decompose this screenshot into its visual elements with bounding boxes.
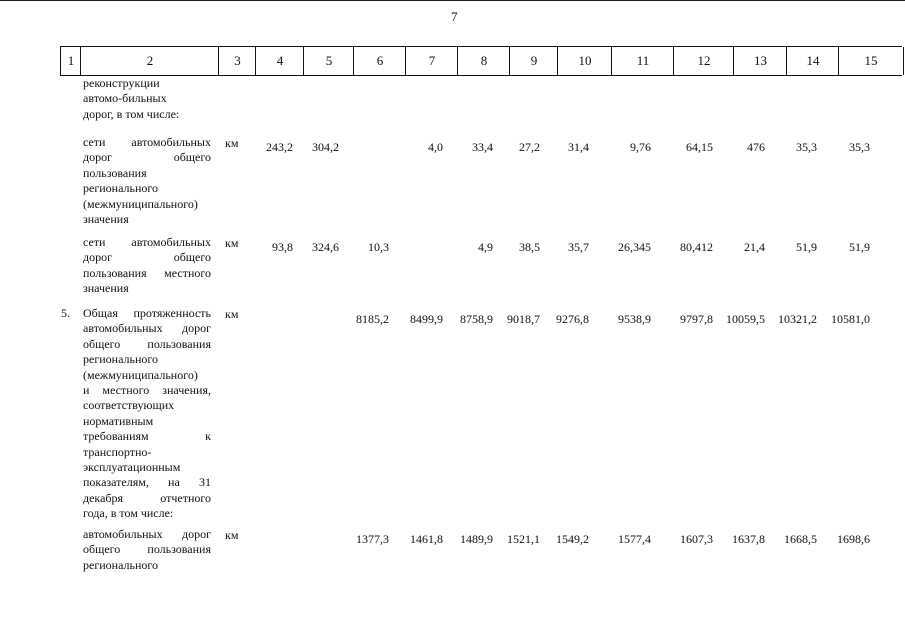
header-col-5: 5 [303,47,354,75]
row-name-line: соответствующих [83,398,175,413]
value-cell-col-6: 10,3 [368,240,389,254]
row-name-line: значения [83,212,129,227]
row-name-line: нормативным [83,413,154,428]
value-cell-col-6: 1377,3 [356,532,389,546]
header-col-13: 13 [733,47,787,75]
header-col-14: 14 [786,47,839,75]
value-cell-col-10: 1549,2 [556,532,589,546]
value-cell-col-14: 51,9 [796,240,817,254]
value-cell-col-5: 324,6 [312,240,339,254]
row-name-line: регионального [83,181,159,196]
row-name-line: сети автомобильных [83,135,211,149]
row-name [83,76,211,122]
value-cell-col-7: 8499,9 [410,312,443,326]
row-name-line: Общая протяженность [83,306,211,320]
value-cell-col-14: 35,3 [796,140,817,154]
value-cell-col-7: 1461,8 [410,532,443,546]
value-cell-col-10: 9276,8 [556,312,589,326]
page-number: 7 [451,9,458,24]
row-name-line: дорог общего [83,150,211,165]
value-cell-col-9: 1521,1 [507,532,540,546]
value-cell-col-11: 26,345 [618,240,651,254]
unit-cell: км [225,136,239,150]
row-name-line: дорог, в том числе: [83,106,180,121]
value-cell-col-15: 35,3 [849,140,870,154]
row-name-line: (межмуниципального) [83,196,198,211]
row-name [83,527,211,573]
value-cell-col-4: 93,8 [272,240,293,254]
value-cell-col-15: 51,9 [849,240,870,254]
value-cell-col-8: 8758,9 [460,312,493,326]
value-cell-col-10: 31,4 [568,140,589,154]
row-name-line: регионального [83,557,159,572]
unit-cell: км [225,528,239,542]
value-cell-col-12: 9797,8 [680,312,713,326]
value-cell-col-12: 1607,3 [680,532,713,546]
header-col-12: 12 [673,47,734,75]
header-col-2: 2 [80,47,219,75]
value-cell-col-11: 1577,4 [618,532,651,546]
row-name-line: значения [83,281,129,296]
header-col-9: 9 [509,47,558,75]
value-cell-col-8: 4,9 [478,240,493,254]
value-cell-col-9: 38,5 [519,240,540,254]
row-name-line: транспортно- [83,444,152,459]
row-name-line: дорог общего [83,250,211,265]
value-cell-col-7: 4,0 [428,140,443,154]
row-name-line: пользования местного [83,265,211,280]
row-name-line: реконструкции [83,76,160,90]
table-header [60,46,902,76]
row-name-line: сети автомобильных [83,235,211,249]
value-cell-col-8: 33,4 [472,140,493,154]
row-name [83,306,211,522]
row-name-line: автомо-бильных [83,91,167,106]
value-cell-col-14: 10321,2 [778,312,817,326]
header-col-1: 1 [60,47,81,75]
row-name [83,135,211,227]
value-cell-col-10: 35,7 [568,240,589,254]
row-name-line: регионального [83,352,159,367]
row-name-line: и местного значения, [83,383,211,398]
value-cell-col-15: 1698,6 [837,532,870,546]
value-cell-col-9: 27,2 [519,140,540,154]
header-col-7: 7 [405,47,458,75]
row-name [83,235,211,297]
row-name-line: общего пользования [83,336,211,351]
page-top-border [0,0,905,1]
value-cell-col-4: 243,2 [266,140,293,154]
row-name-line: показателям, на 31 [83,475,211,490]
value-cell-col-9: 9018,7 [507,312,540,326]
row-name-line: года, в том числе: [83,506,174,521]
value-cell-col-5: 304,2 [312,140,339,154]
unit-cell: км [225,236,239,250]
row-name-line: автомобильных дорог [83,527,211,541]
row-name-line: эксплуатационным [83,460,181,475]
header-col-10: 10 [557,47,612,75]
value-cell-col-11: 9,76 [630,140,651,154]
value-cell-col-8: 1489,9 [460,532,493,546]
value-cell-col-13: 1637,8 [732,532,765,546]
value-cell-col-12: 80,412 [680,240,713,254]
unit-cell: км [225,307,239,321]
row-name-line: требованиям к [83,429,211,444]
row-name-line: (межмуниципального) [83,367,198,382]
value-cell-col-13: 476 [747,140,765,154]
row-name-line: автомобильных дорог [83,321,211,336]
row-name-line: общего пользования [83,542,211,557]
row-number: 5. [61,306,70,320]
row-name-line: пользования [83,165,147,180]
header-col-8: 8 [457,47,510,75]
value-cell-col-15: 10581,0 [831,312,870,326]
header-col-11: 11 [611,47,674,75]
value-cell-col-13: 10059,5 [726,312,765,326]
header-col-3: 3 [218,47,256,75]
header-col-6: 6 [353,47,406,75]
value-cell-col-12: 64,15 [686,140,713,154]
value-cell-col-6: 8185,2 [356,312,389,326]
value-cell-col-11: 9538,9 [618,312,651,326]
row-name-line: декабря отчетного [83,490,211,505]
value-cell-col-14: 1668,5 [784,532,817,546]
value-cell-col-13: 21,4 [744,240,765,254]
header-col-4: 4 [255,47,304,75]
header-col-15: 15 [838,47,904,75]
